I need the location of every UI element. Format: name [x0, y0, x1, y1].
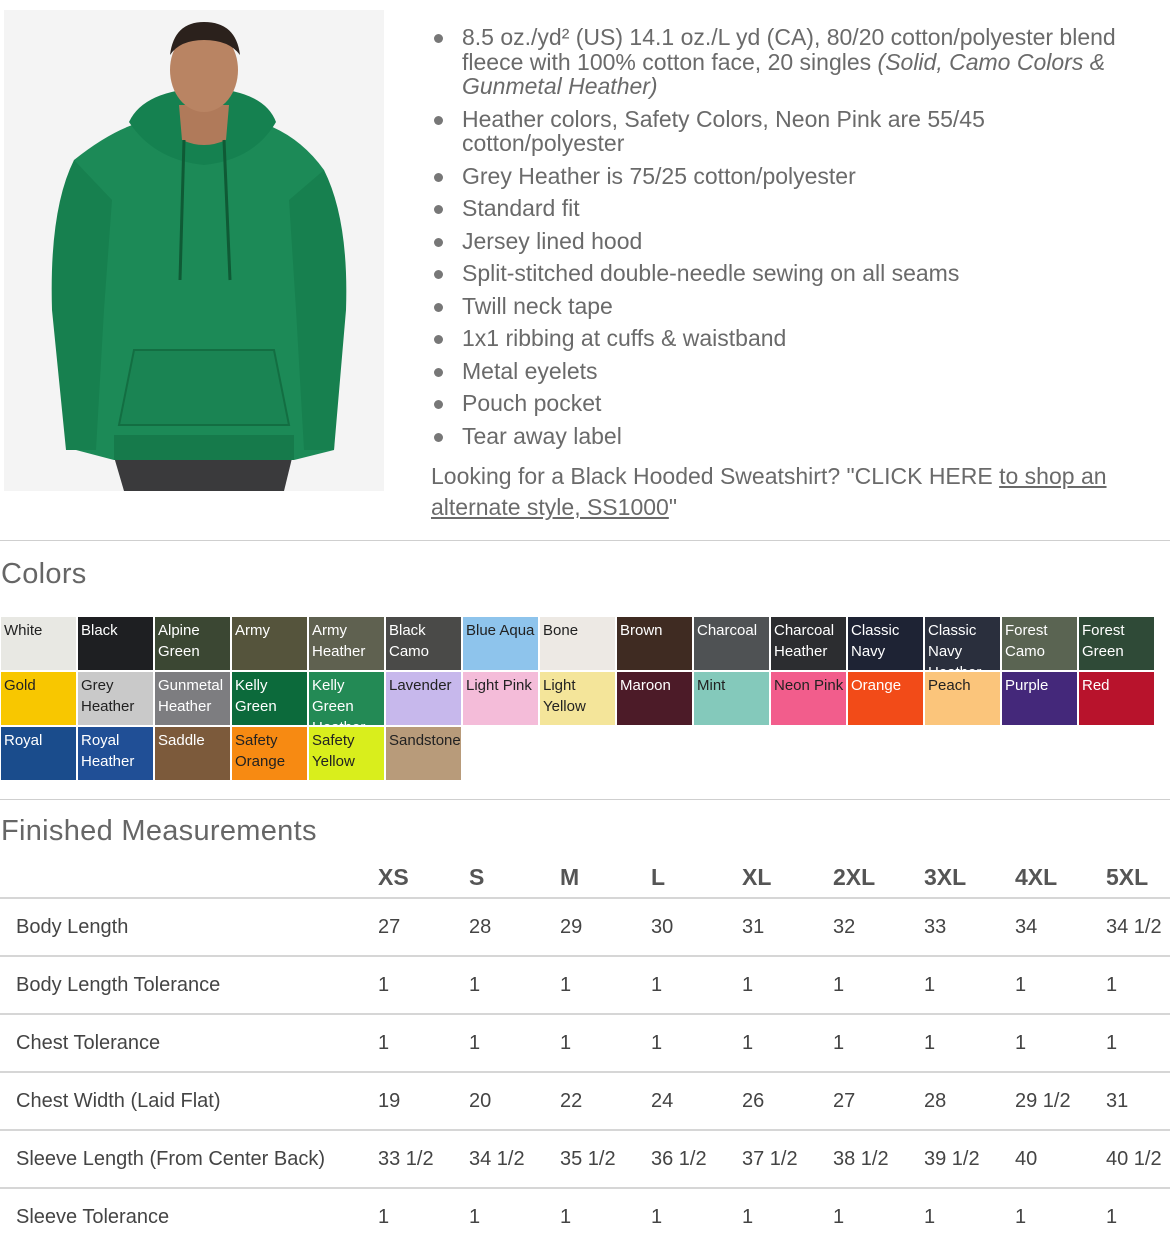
- measurements-body: [0, 898, 1170, 1246]
- measurement-value: 1: [733, 956, 824, 1014]
- feature-item: [431, 424, 1131, 449]
- measurement-label: Chest Width (Laid Flat): [0, 1072, 369, 1130]
- color-name: Safety Orange: [235, 732, 286, 770]
- divider: [0, 799, 1170, 800]
- feature-text: Tear away label: [462, 422, 622, 449]
- measurement-value: 34: [1006, 898, 1097, 956]
- color-name: Gold: [4, 677, 36, 694]
- color-swatch[interactable]: [386, 617, 461, 670]
- color-swatch[interactable]: [925, 617, 1000, 670]
- measurement-value: 34 1/2: [1097, 898, 1170, 956]
- measurement-value: 20: [460, 1072, 551, 1130]
- size-header: XL: [733, 857, 824, 898]
- feature-text: Heather colors, Safety Colors, Neon Pink are 55/45 cotton/polyester: [462, 105, 985, 156]
- color-name: Kelly Green: [235, 677, 277, 715]
- color-name: Mint: [697, 677, 726, 694]
- measurement-value: 1: [742, 1206, 754, 1228]
- color-name: White: [4, 622, 43, 639]
- measurement-value: 1: [378, 1206, 390, 1228]
- color-name: Bone: [543, 622, 579, 639]
- promo-suffix: ": [668, 494, 677, 520]
- feature-item: [431, 359, 1131, 384]
- measurement-value: 40 1/2: [1097, 1130, 1170, 1188]
- color-swatch[interactable]: [386, 727, 461, 780]
- feature-item: [431, 107, 1131, 156]
- feature-text: Pouch pocket: [462, 390, 602, 416]
- color-swatch[interactable]: [540, 672, 615, 725]
- promo-text: Looking for a Black Hooded Sweatshirt? "CLICK HERE: [431, 463, 1000, 489]
- color-name: Light Pink: [466, 677, 532, 694]
- measurement-value: 36 1/2: [642, 1130, 733, 1188]
- color-swatch[interactable]: [155, 672, 230, 725]
- measurement-value: 28: [460, 898, 551, 956]
- measurement-label: Body Length Tolerance: [0, 956, 369, 1014]
- measurement-value: 1: [369, 956, 460, 1014]
- color-swatch[interactable]: [1002, 617, 1077, 670]
- model-in-green-hoodie-image: [4, 10, 384, 491]
- measurement-value: 1: [560, 1206, 572, 1228]
- feature-item: [431, 164, 1131, 189]
- measurement-value: 29: [551, 898, 642, 956]
- color-name: Charcoal: [697, 622, 758, 639]
- color-swatch[interactable]: [155, 617, 230, 670]
- size-header-row: [0, 857, 1170, 898]
- measurement-value: 1: [651, 1206, 663, 1228]
- measurement-value: 32: [824, 898, 915, 956]
- measurement-value: 31: [733, 898, 824, 956]
- measurement-value: 1: [1015, 1206, 1027, 1228]
- color-swatch[interactable]: [617, 617, 692, 670]
- measurement-label: Sleeve Length (From Center Back): [0, 1130, 369, 1188]
- color-swatch[interactable]: [1002, 672, 1077, 725]
- color-swatch[interactable]: [694, 617, 769, 670]
- measurement-row: [0, 1014, 1170, 1072]
- color-swatch[interactable]: [540, 617, 615, 670]
- color-name: Safety Yellow: [312, 732, 355, 770]
- color-name: Sandstone: [389, 732, 461, 749]
- color-swatch[interactable]: [232, 617, 307, 670]
- measurement-value: 27: [824, 1072, 915, 1130]
- product-photo: [4, 10, 384, 491]
- color-name: Army Heather: [312, 622, 366, 660]
- measurement-value: 1: [642, 1014, 733, 1072]
- color-name: Grey Heather: [81, 677, 135, 715]
- measurement-row: [0, 1072, 1170, 1130]
- measurement-value: 1: [1006, 956, 1097, 1014]
- measurement-value: 1: [824, 956, 915, 1014]
- color-name: Gunmetal Heather: [158, 677, 224, 715]
- color-swatch[interactable]: [694, 672, 769, 725]
- color-swatch[interactable]: [309, 617, 384, 670]
- color-name: Classic Navy: [851, 622, 900, 660]
- color-swatch[interactable]: [463, 617, 538, 670]
- color-name: Forest Green: [1082, 622, 1125, 660]
- color-swatch[interactable]: [848, 617, 923, 670]
- feature-text: Grey Heather is 75/25 cotton/polyester: [462, 162, 856, 189]
- color-name: Royal: [4, 732, 43, 749]
- color-swatch[interactable]: [1079, 617, 1154, 670]
- color-swatch[interactable]: [463, 672, 538, 725]
- measurement-row: [0, 898, 1170, 956]
- feature-item: [431, 294, 1131, 319]
- measurement-value: 30: [642, 898, 733, 956]
- color-swatch[interactable]: [1079, 672, 1154, 725]
- color-swatch[interactable]: [78, 672, 153, 725]
- color-swatch[interactable]: [1, 617, 76, 670]
- measurement-value: 1: [824, 1014, 915, 1072]
- color-swatch[interactable]: [925, 672, 1000, 725]
- measurement-value: 1: [915, 956, 1006, 1014]
- size-header: S: [460, 857, 551, 898]
- measurement-value: 1: [642, 956, 733, 1014]
- color-name: Forest Camo: [1005, 622, 1048, 660]
- size-header: XS: [369, 857, 460, 898]
- color-name: Brown: [620, 622, 663, 639]
- measurement-value: 33 1/2: [369, 1130, 460, 1188]
- color-swatch[interactable]: [309, 672, 384, 725]
- feature-text: Standard fit: [462, 195, 580, 221]
- measurement-value: 34 1/2: [460, 1130, 551, 1188]
- feature-item: [431, 25, 1131, 99]
- measurement-value: 1: [733, 1014, 824, 1072]
- measurement-label: Chest Tolerance: [0, 1014, 369, 1072]
- color-swatch[interactable]: [1, 727, 76, 780]
- measurement-row: [0, 956, 1170, 1014]
- measurement-value: 1: [1106, 1206, 1118, 1228]
- color-name: Peach: [928, 677, 971, 694]
- measurement-value: 33: [915, 898, 1006, 956]
- color-name: Light Yellow: [543, 677, 586, 715]
- color-swatch[interactable]: [848, 672, 923, 725]
- color-swatch[interactable]: [309, 727, 384, 780]
- measurement-value: 1: [833, 1206, 845, 1228]
- feature-text: 8.5 oz./yd² (US) 14.1 oz./L yd (CA), 80/20 cotton/polyester blend fleece with 100% cotton face, 20 singles: [462, 24, 1116, 75]
- measurement-value: 1: [924, 1206, 936, 1228]
- measurement-value: 1: [1006, 1014, 1097, 1072]
- size-header: L: [642, 857, 733, 898]
- color-swatch[interactable]: [232, 672, 307, 725]
- measurement-value: 24: [642, 1072, 733, 1130]
- feature-item: [431, 326, 1131, 351]
- size-header: 2XL: [824, 857, 915, 898]
- measurement-value: 1: [1097, 956, 1170, 1014]
- feature-item: [431, 229, 1131, 254]
- color-name: Maroon: [620, 677, 671, 694]
- color-swatch[interactable]: [771, 617, 846, 670]
- feature-text: Split-stitched double-needle sewing on all seams: [462, 260, 960, 286]
- color-name: Alpine Green: [158, 622, 200, 660]
- size-header: 4XL: [1006, 857, 1097, 898]
- alternate-style-promo: [431, 461, 1131, 523]
- measurement-row: [0, 1130, 1170, 1188]
- color-name: Saddle: [158, 732, 205, 749]
- feature-note: (Solid, Camo Colors & Gunmetal Heather): [462, 48, 1106, 99]
- color-name: Charcoal Heather: [774, 622, 835, 660]
- color-swatch[interactable]: [771, 672, 846, 725]
- feature-item: [431, 196, 1131, 221]
- color-name: Black Camo: [389, 622, 430, 660]
- feature-item: [431, 391, 1131, 416]
- product-features: [431, 25, 1131, 523]
- measurement-value: 26: [733, 1072, 824, 1130]
- feature-list: [431, 25, 1131, 448]
- size-header: M: [551, 857, 642, 898]
- measurement-value: 19: [369, 1072, 460, 1130]
- size-header: 3XL: [915, 857, 1006, 898]
- measurement-value: 1: [460, 956, 551, 1014]
- color-name: Neon Pink: [774, 677, 844, 694]
- measurements-table: [0, 857, 1170, 1246]
- color-name: Black: [81, 622, 118, 639]
- measurement-value: 1: [551, 1014, 642, 1072]
- measurement-value: 40: [1006, 1130, 1097, 1188]
- measurement-value: 1: [460, 1014, 551, 1072]
- color-name: Classic Navy: [928, 622, 977, 660]
- measurement-value: 35 1/2: [551, 1130, 642, 1188]
- colors-heading: Colors: [1, 558, 87, 590]
- feature-text: Metal eyelets: [462, 357, 598, 384]
- measurement-label: Sleeve Tolerance: [16, 1206, 170, 1228]
- color-swatch[interactable]: [78, 617, 153, 670]
- measurement-value: 29 1/2: [1006, 1072, 1097, 1130]
- color-swatch[interactable]: [386, 672, 461, 725]
- color-name: Army: [235, 622, 270, 639]
- measurement-value: 31: [1097, 1072, 1170, 1130]
- divider: [0, 540, 1170, 541]
- measurement-value: 1: [915, 1014, 1006, 1072]
- measurement-value: 1: [369, 1014, 460, 1072]
- feature-text: 1x1 ribbing at cuffs & waistband: [462, 325, 787, 351]
- color-name: Royal Heather: [81, 732, 135, 770]
- measurement-value: 1: [469, 1206, 481, 1228]
- color-swatch[interactable]: [617, 672, 692, 725]
- corner-cell: [0, 857, 369, 898]
- color-name: Purple: [1005, 677, 1049, 694]
- color-swatch[interactable]: [1, 672, 76, 725]
- feature-item: [431, 261, 1131, 286]
- measurement-value: 27: [369, 898, 460, 956]
- measurement-value: 38 1/2: [824, 1130, 915, 1188]
- color-name: Blue Aqua: [466, 622, 535, 639]
- color-swatch[interactable]: [155, 727, 230, 780]
- color-name: Lavender: [389, 677, 452, 694]
- alternate-style-link[interactable]: to shop an alternate style, SS1000: [431, 463, 1107, 520]
- measurement-value: 39 1/2: [915, 1130, 1006, 1188]
- color-swatch[interactable]: [78, 727, 153, 780]
- color-name: Kelly Green: [312, 677, 354, 715]
- measurement-label: Body Length: [0, 898, 369, 956]
- color-name: Orange: [851, 677, 902, 694]
- measurement-value: 1: [1097, 1014, 1170, 1072]
- measurement-value: 28: [915, 1072, 1006, 1130]
- feature-text: Twill neck tape: [462, 292, 613, 319]
- color-name: Red: [1082, 677, 1110, 694]
- measurement-value: 1: [551, 956, 642, 1014]
- measurements-heading: Finished Measurements: [1, 815, 317, 847]
- measurement-value: 37 1/2: [733, 1130, 824, 1188]
- size-header: 5XL: [1097, 857, 1170, 898]
- color-swatch[interactable]: [232, 727, 307, 780]
- measurement-row: [0, 1188, 1170, 1246]
- feature-text: Jersey lined hood: [462, 227, 643, 254]
- measurement-value: 22: [551, 1072, 642, 1130]
